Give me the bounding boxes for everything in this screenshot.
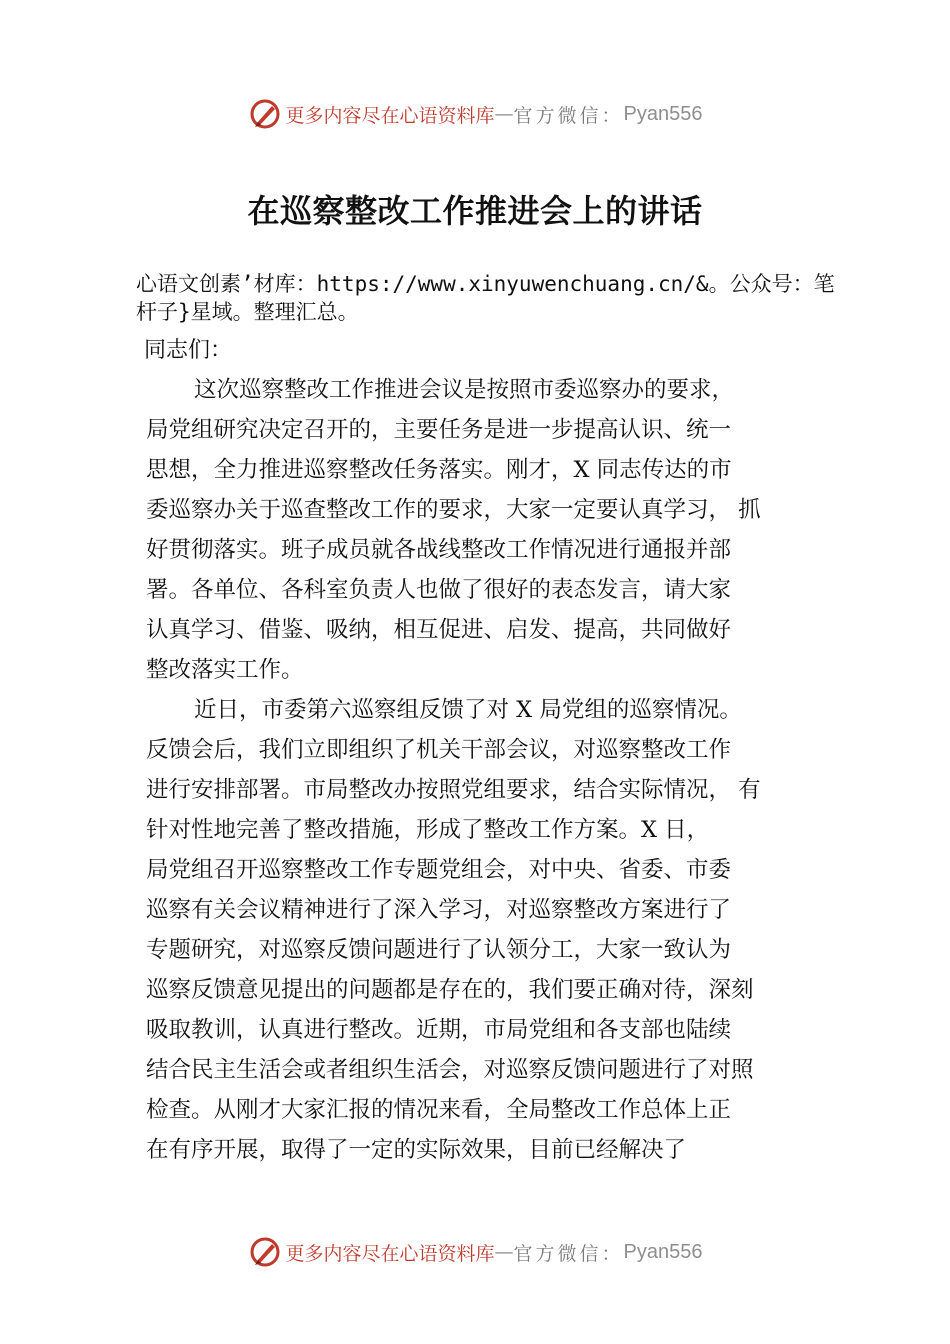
text-line: 进行安排部署。市局整改办按照党组要求，结合实际情况， 有 — [146, 777, 761, 803]
source-line: 心语文创素’材库：https://www.xinyuwenchuang.cn/&。公众号：笔杆子}星域。整理汇总。 — [136, 272, 835, 324]
footer-banner — [0, 1232, 950, 1272]
banner-dash: — — [494, 1241, 514, 1263]
body-text — [146, 370, 826, 1170]
pen-logo-icon — [248, 97, 282, 131]
text-line: 专题研究，对巡察反馈问题进行了认领分工，大家一致认为 — [146, 937, 732, 963]
text-line: 针对性地完善了整改措施，形成了整改工作方案。X 日， — [146, 817, 710, 843]
text-line: 检查。从刚才大家汇报的情况来看，全局整改工作总体上正 — [146, 1097, 732, 1123]
banner-promo-text: 更多内容尽在心语资料库 — [285, 104, 495, 127]
banner-dash: — — [494, 103, 514, 125]
text-line: 这次巡察整改工作推进会议是按照市委巡察办的要求， — [194, 377, 735, 403]
text-line: 近日，市委第六巡察组反馈了对 X 局党组的巡察情况。 — [194, 697, 742, 723]
text-line: 巡察有关会议精神进行了深入学习，对巡察整改方案进行了 — [146, 897, 732, 923]
text-line: 认真学习、借鉴、吸纳，相互促进、启发、提高，共同做好 — [146, 617, 732, 643]
document-title: 在巡察整改工作推进会上的讲话 — [247, 192, 703, 230]
text-line: 整改落实工作。 — [146, 657, 304, 683]
header-banner — [0, 94, 950, 134]
text-line: 好贯彻落实。班子成员就各战线整改工作情况进行通报并部 — [146, 537, 732, 563]
text-line: 反馈会后，我们立即组织了机关干部会议，对巡察整改工作 — [146, 737, 732, 763]
text-line: 思想，全力推进巡察整改任务落实。刚才，X 同志传达的市 — [146, 457, 732, 483]
banner-wechat-label: 官方微信： — [513, 1242, 624, 1265]
text-line: 委巡察办关于巡查整改工作的要求，大家一定要认真学习， 抓 — [146, 497, 761, 523]
banner-wechat-handle: Pyan556 — [623, 102, 703, 125]
text-line: 署。各单位、各科室负责人也做了很好的表态发言，请大家 — [146, 577, 732, 603]
banner-wechat-label: 官方微信： — [513, 104, 624, 127]
text-line: 局党组召开巡察整改工作专题党组会，对中央、省委、市委 — [146, 857, 732, 883]
text-line: 巡察反馈意见提出的问题都是存在的，我们要正确对待，深刻 — [146, 977, 754, 1003]
banner-promo-text: 更多内容尽在心语资料库 — [285, 1242, 495, 1265]
banner-wechat-handle: Pyan556 — [623, 1240, 703, 1263]
text-line: 在有序开展，取得了一定的实际效果，目前已经解决了 — [146, 1137, 687, 1163]
text-line: 局党组研究决定召开的，主要任务是进一步提高认识、统一 — [146, 417, 732, 443]
salutation: 同志们： — [144, 338, 233, 363]
pen-logo-icon — [248, 1235, 282, 1269]
text-line: 吸取教训，认真进行整改。近期，市局党组和各支部也陆续 — [146, 1017, 732, 1043]
text-line: 结合民主生活会或者组织生活会，对巡察反馈问题进行了对照 — [146, 1057, 754, 1083]
